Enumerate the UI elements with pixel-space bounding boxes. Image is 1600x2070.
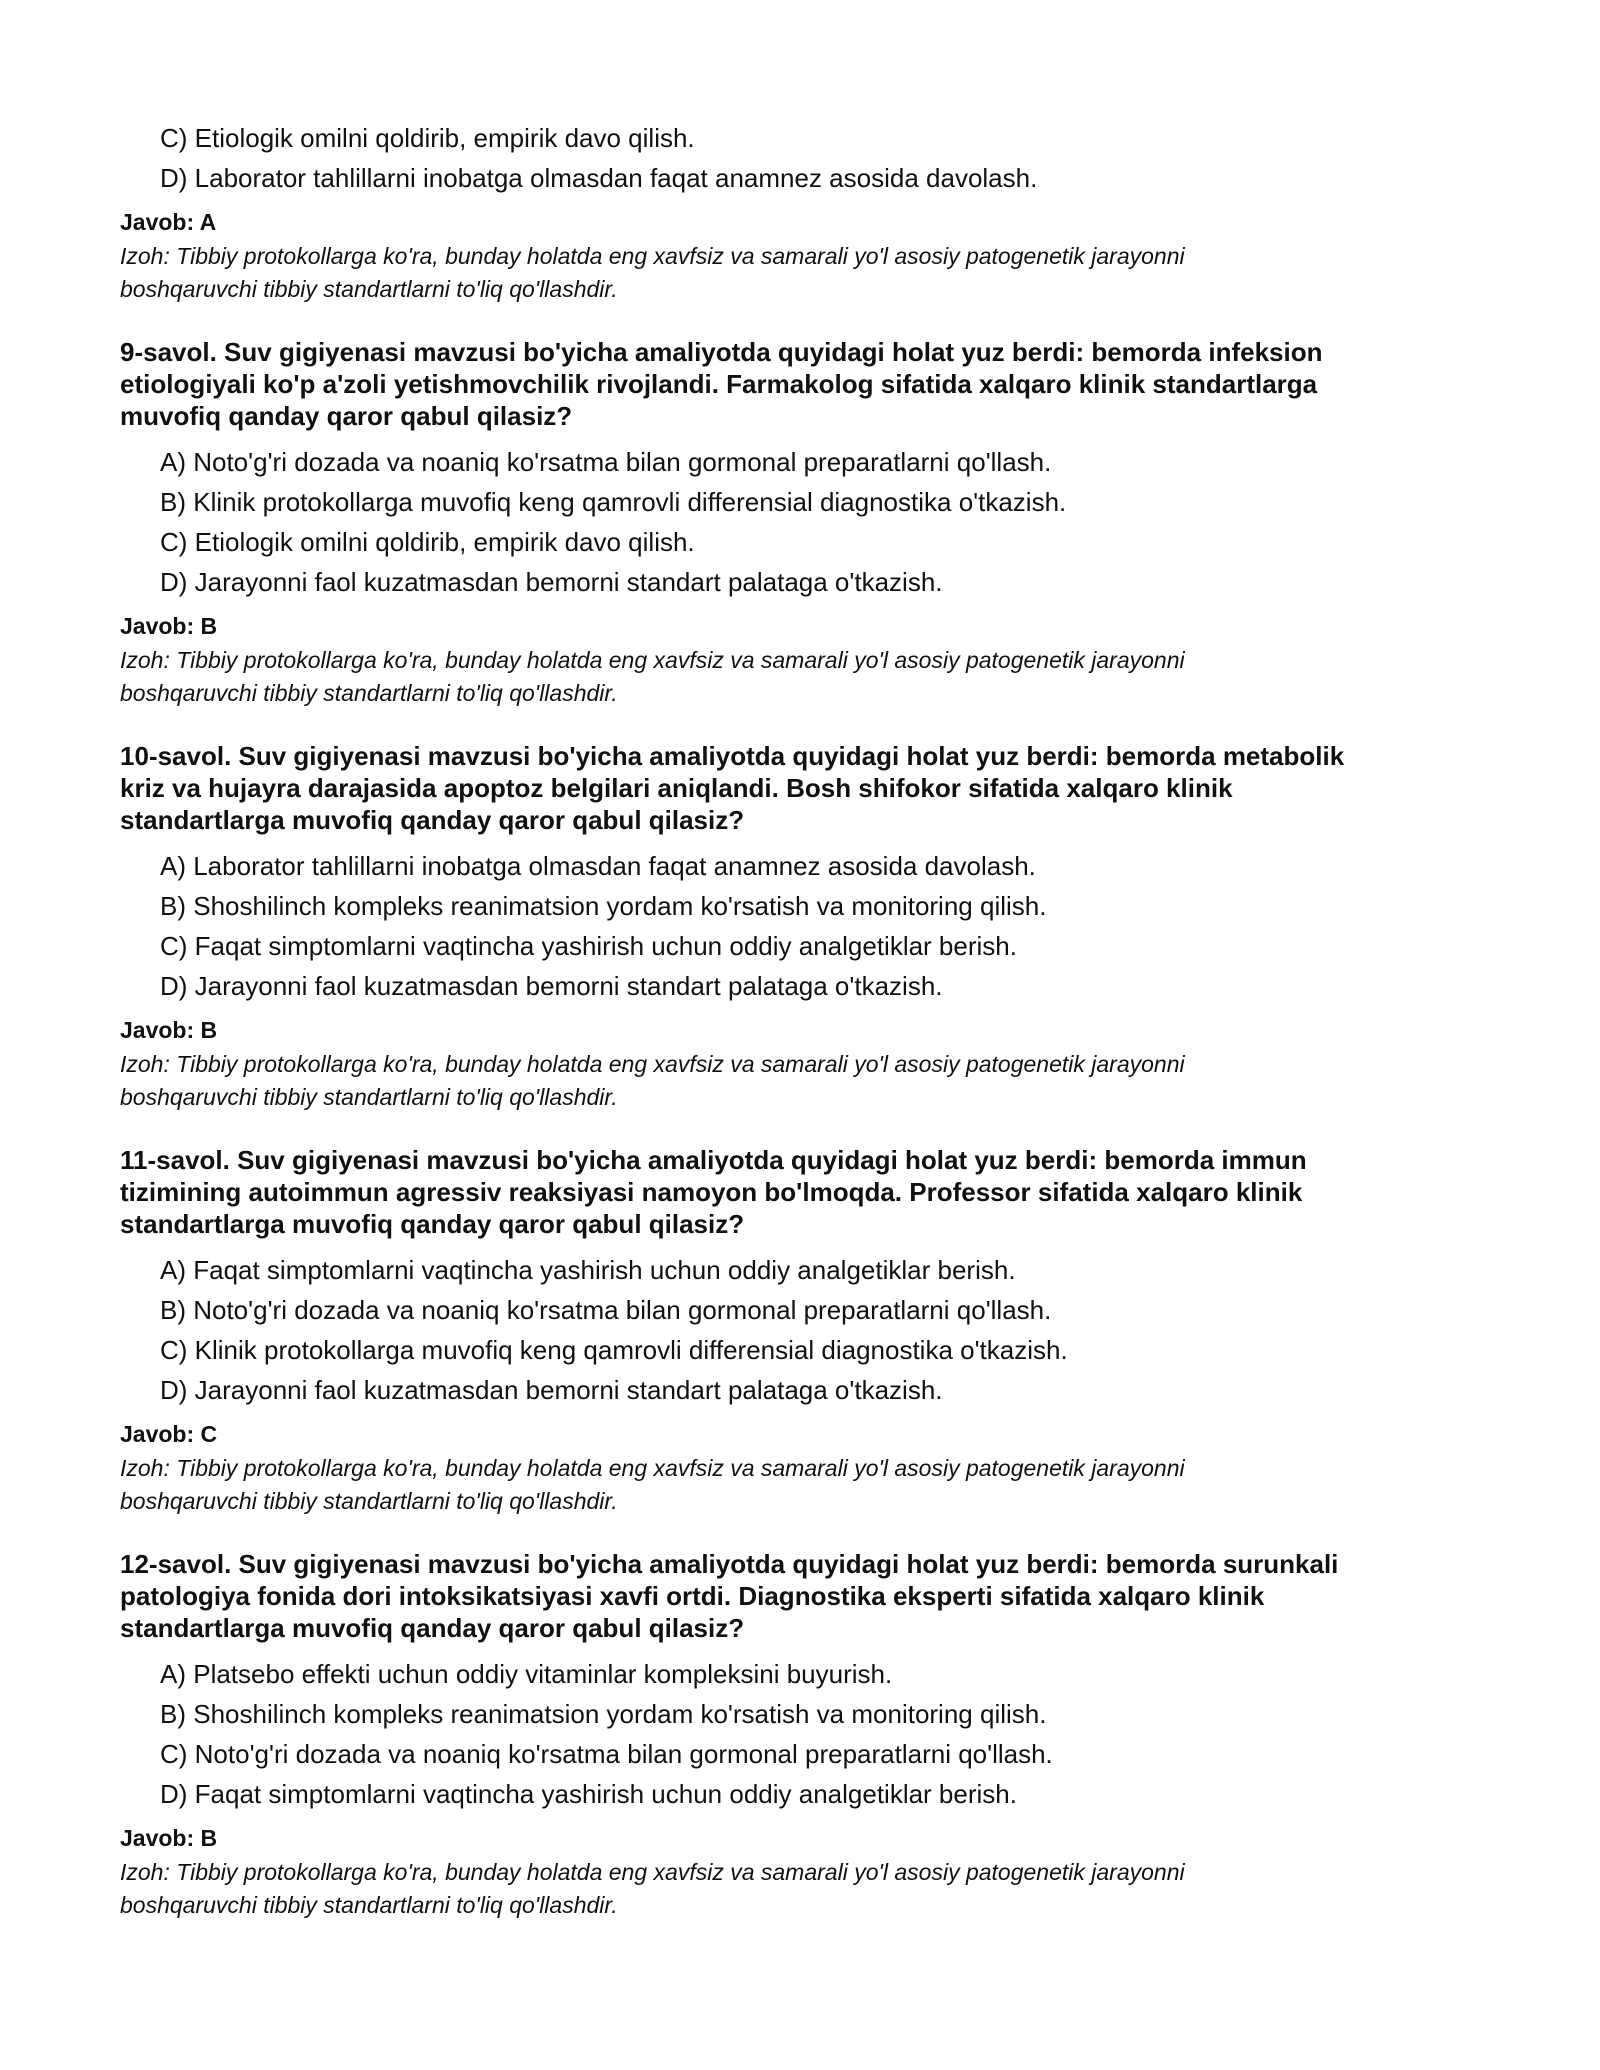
question-line: standartlarga muvofiq qanday qaror qabul qilasiz? bbox=[120, 1613, 745, 1643]
question-line: 10-savol. Suv gigiyenasi mavzusi bo'yicha amaliyotda quyidagi holat yuz berdi: bemorda metabolik bbox=[120, 741, 1345, 771]
option-c: C) Etiologik omilni qoldirib, empirik davo qilish. bbox=[160, 527, 695, 557]
question-fragment bbox=[120, 118, 1500, 306]
option-d: D) Laborator tahlillarni inobatga olmasdan faqat anamnez asosida davolash. bbox=[160, 163, 1038, 193]
option-a: A) Faqat simptomlarni vaqtincha yashirish uchun oddiy analgetiklar berish. bbox=[160, 1255, 1016, 1285]
explanation-line: boshqaruvchi tibbiy standartlarni to'liq qo'llashdir. bbox=[120, 276, 618, 302]
explanation-line: boshqaruvchi tibbiy standartlarni to'liq qo'llashdir. bbox=[120, 680, 618, 706]
question-line: 9-savol. Suv gigiyenasi mavzusi bo'yicha amaliyotda quyidagi holat yuz berdi: bemorda infeksion bbox=[120, 337, 1323, 367]
option-c: C) Noto'g'ri dozada va noaniq ko'rsatma bilan gormonal preparatlarni qo'llash. bbox=[160, 1739, 1053, 1769]
question-line: etiologiyali ko'p a'zoli yetishmovchilik rivojlandi. Farmakolog sifatida xalqaro klinik standartlarga bbox=[120, 369, 1318, 399]
explanation-line: Izoh: Tibbiy protokollarga ko'ra, bunday holatda eng xavfsiz va samarali yo'l asosiy patogenetik jarayonni bbox=[120, 1859, 1185, 1885]
document-page bbox=[120, 118, 1500, 1922]
explanation-line: Izoh: Tibbiy protokollarga ko'ra, bunday holatda eng xavfsiz va samarali yo'l asosiy patogenetik jarayonni bbox=[120, 647, 1185, 673]
option-a: A) Laborator tahlillarni inobatga olmasdan faqat anamnez asosida davolash. bbox=[160, 851, 1036, 881]
explanation bbox=[120, 1048, 1500, 1114]
option-c: C) Faqat simptomlarni vaqtincha yashirish uchun oddiy analgetiklar berish. bbox=[160, 931, 1017, 961]
question-text bbox=[120, 336, 1500, 432]
option-b: B) Noto'g'ri dozada va noaniq ko'rsatma bilan gormonal preparatlarni qo'llash. bbox=[160, 1295, 1052, 1325]
option-a: A) Noto'g'ri dozada va noaniq ko'rsatma bilan gormonal preparatlarni qo'llash. bbox=[160, 447, 1052, 477]
answer-label: Javob: B bbox=[120, 1017, 218, 1043]
question-line: patologiya fonida dori intoksikatsiyasi xavfi ortdi. Diagnostika eksperti sifatida xalqaro klinik bbox=[120, 1581, 1265, 1611]
question-line: kriz va hujayra darajasida apoptoz belgilari aniqlandi. Bosh shifokor sifatida xalqaro klinik bbox=[120, 773, 1233, 803]
explanation-line: Izoh: Tibbiy protokollarga ko'ra, bunday holatda eng xavfsiz va samarali yo'l asosiy patogenetik jarayonni bbox=[120, 1455, 1185, 1481]
question-line: tizimining autoimmun agressiv reaksiyasi namoyon bo'lmoqda. Professor sifatida xalqaro klinik bbox=[120, 1177, 1303, 1207]
option-b: B) Shoshilinch kompleks reanimatsion yordam ko'rsatish va monitoring qilish. bbox=[160, 1699, 1047, 1729]
option-b: B) Shoshilinch kompleks reanimatsion yordam ko'rsatish va monitoring qilish. bbox=[160, 891, 1047, 921]
question-block-11 bbox=[120, 1144, 1500, 1518]
option-a: A) Platsebo effekti uchun oddiy vitaminlar kompleksini buyurish. bbox=[160, 1659, 893, 1689]
explanation-line: boshqaruvchi tibbiy standartlarni to'liq qo'llashdir. bbox=[120, 1892, 618, 1918]
option-d: D) Jarayonni faol kuzatmasdan bemorni standart palataga o'tkazish. bbox=[160, 971, 943, 1001]
answer-label: Javob: A bbox=[120, 209, 217, 235]
explanation-line: Izoh: Tibbiy protokollarga ko'ra, bunday holatda eng xavfsiz va samarali yo'l asosiy patogenetik jarayonni bbox=[120, 1051, 1185, 1077]
option-d: D) Faqat simptomlarni vaqtincha yashirish uchun oddiy analgetiklar berish. bbox=[160, 1779, 1017, 1809]
question-line: standartlarga muvofiq qanday qaror qabul qilasiz? bbox=[120, 1209, 745, 1239]
option-c: C) Klinik protokollarga muvofiq keng qamrovli differensial diagnostika o'tkazish. bbox=[160, 1335, 1068, 1365]
question-line: 12-savol. Suv gigiyenasi mavzusi bo'yicha amaliyotda quyidagi holat yuz berdi: bemorda surunkali bbox=[120, 1549, 1339, 1579]
question-block-12 bbox=[120, 1548, 1500, 1922]
answer-label: Javob: B bbox=[120, 1825, 218, 1851]
option-d: D) Jarayonni faol kuzatmasdan bemorni standart palataga o'tkazish. bbox=[160, 567, 943, 597]
explanation-line: Izoh: Tibbiy protokollarga ko'ra, bunday holatda eng xavfsiz va samarali yo'l asosiy patogenetik jarayonni bbox=[120, 243, 1185, 269]
question-block-10 bbox=[120, 740, 1500, 1114]
question-line: 11-savol. Suv gigiyenasi mavzusi bo'yicha amaliyotda quyidagi holat yuz berdi: bemorda immun bbox=[120, 1145, 1307, 1175]
explanation bbox=[120, 644, 1500, 710]
answer-label: Javob: B bbox=[120, 613, 218, 639]
option-c: C) Etiologik omilni qoldirib, empirik davo qilish. bbox=[160, 123, 695, 153]
question-block-9 bbox=[120, 336, 1500, 710]
question-text bbox=[120, 1548, 1500, 1644]
question-line: standartlarga muvofiq qanday qaror qabul qilasiz? bbox=[120, 805, 745, 835]
explanation-line: boshqaruvchi tibbiy standartlarni to'liq qo'llashdir. bbox=[120, 1488, 618, 1514]
explanation bbox=[120, 1856, 1500, 1922]
question-text bbox=[120, 1144, 1500, 1240]
explanation bbox=[120, 1452, 1500, 1518]
option-d: D) Jarayonni faol kuzatmasdan bemorni standart palataga o'tkazish. bbox=[160, 1375, 943, 1405]
question-line: muvofiq qanday qaror qabul qilasiz? bbox=[120, 401, 573, 431]
explanation-line: boshqaruvchi tibbiy standartlarni to'liq qo'llashdir. bbox=[120, 1084, 618, 1110]
answer-label: Javob: C bbox=[120, 1421, 218, 1447]
explanation bbox=[120, 240, 1500, 306]
option-b: B) Klinik protokollarga muvofiq keng qamrovli differensial diagnostika o'tkazish. bbox=[160, 487, 1067, 517]
question-text bbox=[120, 740, 1500, 836]
